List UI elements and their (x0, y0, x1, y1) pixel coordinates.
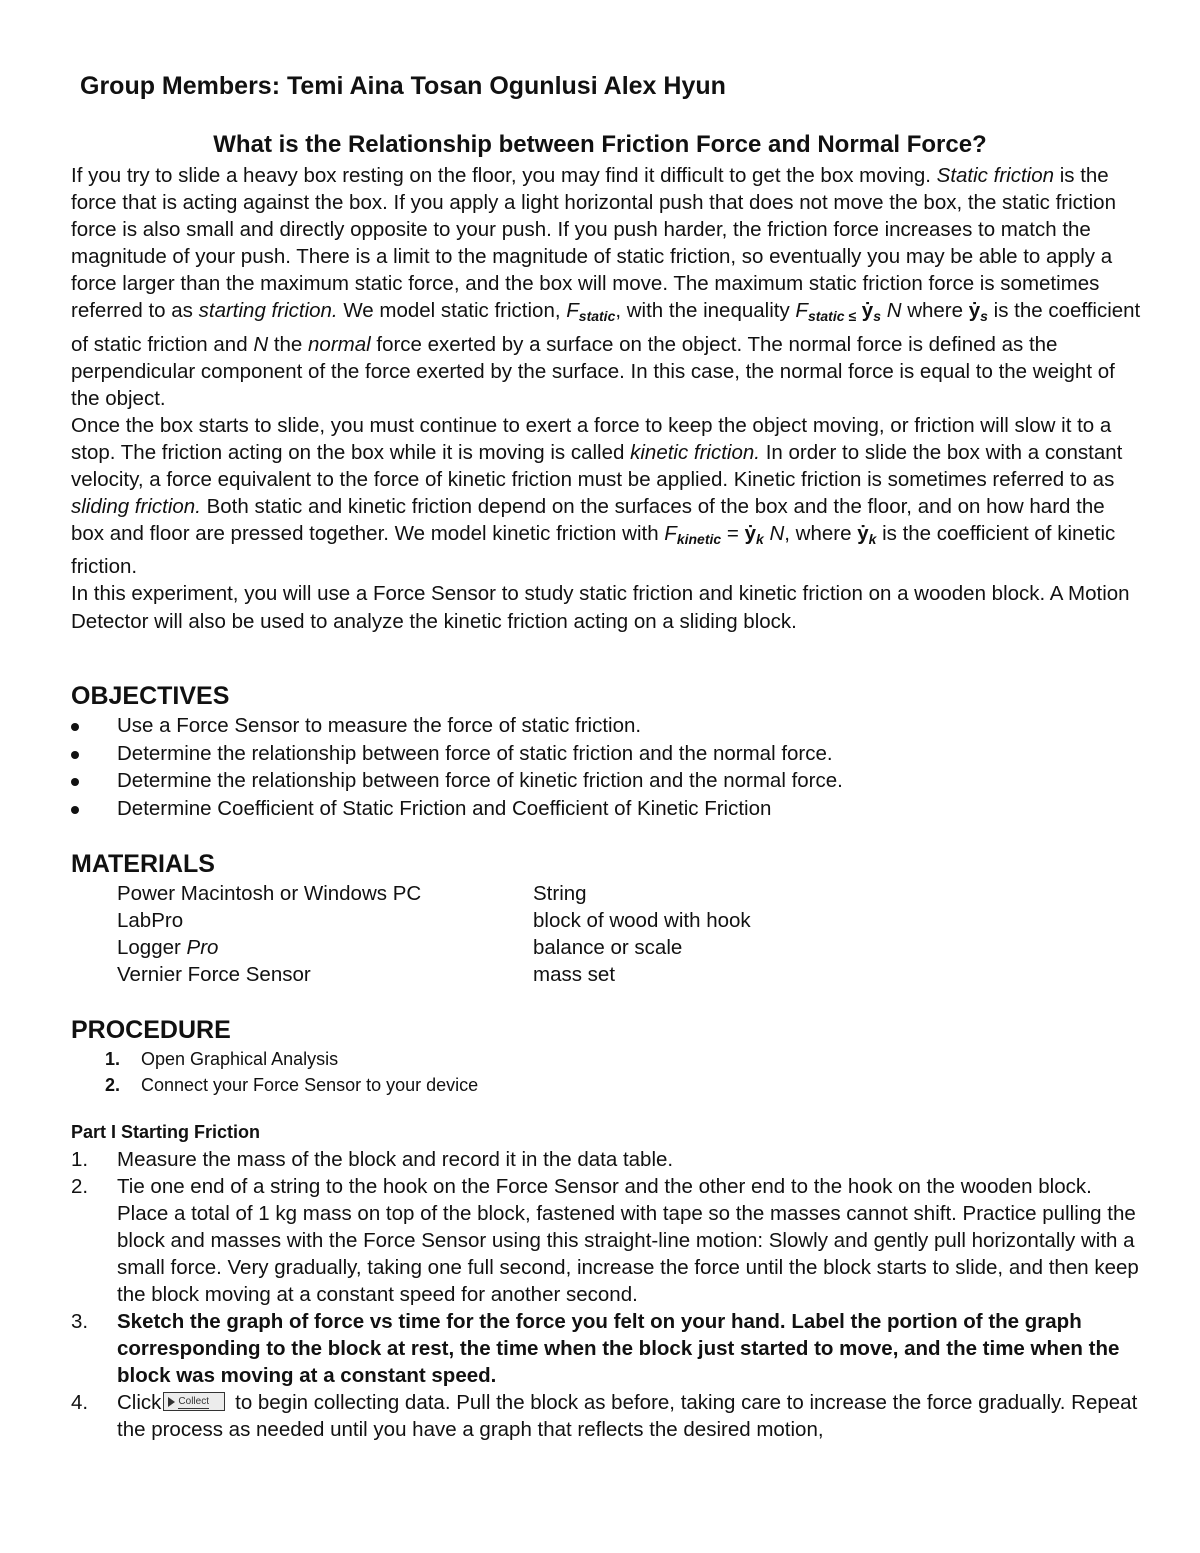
group-members-header: Group Members: Temi Aina Tosan Ogunlusi Alex Hyun (80, 72, 726, 100)
materials-left-column (117, 880, 421, 988)
list-item: balance or scale (533, 936, 683, 959)
bullet-icon (71, 723, 79, 731)
part-1-title: Part I Starting Friction (71, 1122, 261, 1142)
intro-text (71, 162, 1141, 635)
list-item: Determine the relationship between force of static friction and the normal force. (71, 740, 843, 768)
list-item: 2. Connect your Force Sensor to your device (105, 1075, 479, 1095)
step-item: 1. Measure the mass of the block and record it in the data table. (71, 1148, 674, 1171)
mu-symbol: ẏ (968, 299, 981, 323)
document-title: What is the Relationship between Friction Force and Normal Force? (213, 131, 987, 158)
intro-paragraph-2: Once the box starts to slide, you must continue to exert a force to keep the object moving, or friction will slow it to a stop. The friction acting on the box while it is moving is called kinetic friction. In order to slide the box with a constant velocity, a force equivalent to the force of kinetic friction must be applied. Kinetic friction is sometimes referred to as sliding friction. Both static and kinetic friction depend on the surfaces of the box and the floor, and on how hard the box and floor are pressed together. We model kinetic friction with $F_{kinetic}$ = ẏ$_k$ N, where ẏ$_k$ is the coefficient of kinetic friction. (71, 413, 1123, 579)
step-item: 2. Tie one end of a string to the hook on the Force Sensor and the other end to the hook on the wooden block. Place a total of 1 kg mass on top of the block, fastened with tape so the masses cannot shift. Practice pulling the block and masses with the Force Sensor using this straight-line motion: Slowly and gently pull horizontally with a small force. Very gradually, taking one full second, increase the force until the block starts to slide, and then keep the block moving at a constant speed for another second. (71, 1175, 1139, 1306)
procedure-heading: PROCEDURE (71, 1016, 231, 1044)
collect-button[interactable]: Collect (163, 1392, 225, 1411)
materials-right-column (533, 880, 751, 988)
list-item: LabPro (117, 909, 184, 932)
materials-heading: MATERIALS (71, 850, 215, 878)
list-item: mass set (533, 963, 616, 986)
mu-symbol: ẏ (857, 522, 869, 546)
list-item: Determine the relationship between force of kinetic friction and the normal force. (71, 767, 843, 795)
mu-symbol: ẏ (744, 522, 756, 546)
objectives-heading: OBJECTIVES (71, 682, 230, 710)
list-item: String (533, 882, 587, 905)
play-icon (168, 1397, 175, 1407)
mu-symbol: ẏ (856, 299, 874, 323)
intro-paragraph-3: In this experiment, you will use a Force Sensor to study static friction and kinetic friction on a wooden block. A Motion Detector will also be used to analyze the kinetic friction acting on a sliding block. (71, 582, 1130, 633)
list-item: Determine Coefficient of Static Friction and Coefficient of Kinetic Friction (71, 795, 843, 823)
intro-paragraph-1: If you try to slide a heavy box resting on the floor, you may find it difficult to get the box moving. Static friction is the force that is acting against the box. If you apply a light horizontal push that does not move the box, the static friction force is also small and directly opposite to your push. If you push harder, the friction force increases to match the magnitude of your push. There is a limit to the magnitude of static friction, so eventually you may be able to apply a force larger than the maximum static force, and the box will move. The maximum static friction force is sometimes referred to as starting friction. We model static friction, $F_{static}$, with the inequality $F_{static \le}$ ẏ$_s$ N where ẏ$_s$ is the coefficient of static friction and N the normal force exerted by a surface on the object. The normal force is defined as the perpendicular component of the force exerted by the surface. In this case, the normal force is equal to the weight of the object. (71, 164, 1141, 410)
list-item: Use a Force Sensor to measure the force of static friction. (71, 712, 843, 740)
step-item: 4. Click Collect to begin collecting data. Pull the block as before, taking care to increase the force gradually. Repeat the process as needed until you have a graph that reflects the desired motion, (71, 1391, 1138, 1441)
objectives-list (71, 712, 843, 822)
bullet-icon (71, 778, 79, 786)
list-item: block of wood with hook (533, 909, 751, 932)
list-item: 1. Open Graphical Analysis (105, 1049, 339, 1069)
list-item: Vernier Force Sensor (117, 963, 311, 986)
step-item: 3. Sketch the graph of force vs time for the force you felt on your hand. Label the portion of the graph corresponding to the block at rest, the time when the block just started to move, and the time when the block was moving at a constant speed. (71, 1310, 1120, 1387)
list-item: Logger Pro (117, 936, 219, 959)
bullet-icon (71, 751, 79, 759)
part-1-steps (71, 1146, 1146, 1443)
procedure-list (105, 1046, 478, 1098)
bullet-icon (71, 806, 79, 814)
list-item: Power Macintosh or Windows PC (117, 882, 422, 905)
